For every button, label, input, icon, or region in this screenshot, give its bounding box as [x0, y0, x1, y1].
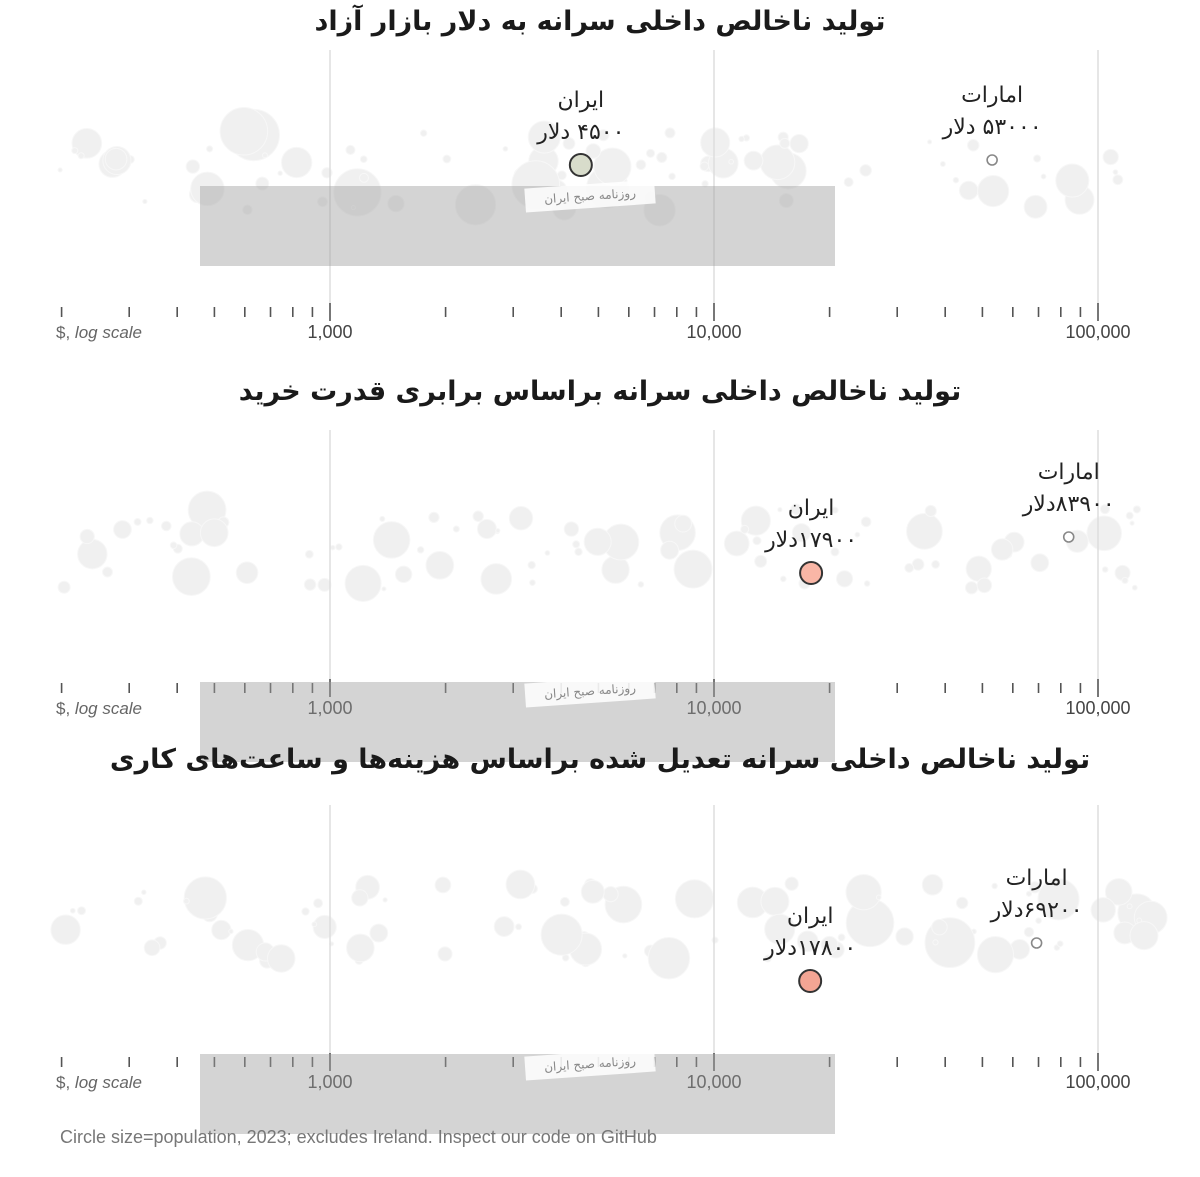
- background-country-bubble: [314, 899, 323, 908]
- background-country-bubble: [212, 920, 231, 939]
- point-label-value: ۱۷۹۰۰دلار: [765, 528, 858, 553]
- tick-label: 100,000: [1065, 1072, 1131, 1092]
- background-country-bubble: [1127, 904, 1132, 909]
- background-country-bubble: [312, 922, 317, 927]
- background-country-bubble: [992, 883, 997, 888]
- iran-point: [799, 970, 821, 992]
- background-country-bubble: [435, 877, 451, 893]
- point-label-value: ۱۷۸۰۰دلار: [764, 936, 857, 961]
- point-label-name: ایران: [557, 88, 605, 113]
- chart-title: تولید ناخالص داخلی سرانه به دلار بازار آزاد: [314, 6, 886, 37]
- uae-point: [1032, 938, 1042, 948]
- background-country-bubble: [1026, 891, 1031, 896]
- background-country-bubble: [648, 937, 689, 978]
- background-country-bubble: [184, 898, 190, 904]
- background-country-bubble: [184, 877, 226, 919]
- background-country-bubble: [977, 937, 1013, 973]
- tick-label: 10,000: [686, 698, 742, 718]
- point-label-value: ۶۹۲۰۰دلار: [990, 898, 1083, 923]
- background-country-bubble: [229, 929, 233, 933]
- point-label-value: ۸۳۹۰۰دلار: [1022, 492, 1115, 517]
- background-country-bubble: [313, 915, 336, 938]
- background-country-bubble: [785, 877, 798, 890]
- background-country-bubble: [712, 937, 718, 943]
- background-country-bubble: [516, 924, 522, 930]
- background-country-bubble: [1024, 927, 1033, 936]
- point-label-name: امارات: [1037, 460, 1100, 485]
- axis-label: $, log scale: [56, 1073, 143, 1092]
- background-country-bubble: [581, 880, 604, 903]
- background-country-bubble: [70, 908, 75, 913]
- point-label-value: ۴۵۰۰ دلار: [537, 120, 625, 145]
- background-country-bubble: [675, 880, 713, 918]
- tick-label: 100,000: [1065, 698, 1131, 718]
- background-country-bubble: [896, 928, 913, 945]
- background-country-bubble: [1130, 922, 1158, 950]
- chart-title: تولید ناخالص داخلی سرانه تعدیل شده براساس هزینه‌ها و ساعت‌های کاری: [109, 744, 1091, 775]
- background-country-bubble: [267, 945, 294, 972]
- point-label-value: ۵۳۰۰۰ دلار: [942, 115, 1042, 140]
- point-label-name: ایران: [786, 904, 834, 929]
- background-country-bubble: [603, 887, 618, 902]
- point-label-name: ایران: [787, 496, 835, 521]
- footnote: Circle size=population, 2023; excludes Ireland. Inspect our code on GitHub: [60, 1127, 657, 1147]
- background-country-bubble: [494, 917, 514, 937]
- background-country-bubble: [134, 897, 142, 905]
- background-country-bubble: [876, 895, 881, 900]
- background-country-bubble: [933, 940, 938, 945]
- background-country-bubble: [932, 919, 947, 934]
- background-country-bubble: [144, 940, 160, 956]
- background-country-bubble: [623, 954, 627, 958]
- logo-watermark-band: [200, 1054, 835, 1134]
- logo-watermark-tag: روزنامه صبح ایران: [524, 1047, 655, 1080]
- background-country-bubble: [142, 890, 146, 894]
- background-country-bubble: [78, 907, 86, 915]
- background-country-bubble: [761, 887, 789, 915]
- background-country-bubble: [51, 915, 80, 944]
- background-country-bubble: [347, 934, 375, 962]
- tick-label: 100,000: [1065, 322, 1131, 342]
- point-label-name: امارات: [1005, 866, 1068, 891]
- background-country-bubble: [846, 875, 881, 910]
- axis-label: $, log scale: [56, 323, 143, 342]
- axis-label: $, log scale: [56, 699, 143, 718]
- tick-label: 1,000: [307, 1072, 353, 1092]
- tick-label: 10,000: [686, 1072, 742, 1092]
- background-country-bubble: [922, 875, 943, 896]
- background-country-bubble: [438, 947, 452, 961]
- chart-title: تولید ناخالص داخلی سرانه براساس برابری قدرت خرید: [238, 376, 962, 407]
- point-label-name: امارات: [961, 83, 1024, 108]
- tick-label: 1,000: [307, 322, 353, 342]
- tick-label: 10,000: [686, 322, 742, 342]
- background-country-bubble: [1091, 898, 1115, 922]
- background-country-bubble: [383, 898, 387, 902]
- background-country-bubble: [506, 870, 535, 899]
- tick-label: 1,000: [307, 698, 353, 718]
- background-country-bubble: [956, 897, 967, 908]
- background-country-bubble: [541, 914, 582, 955]
- background-country-bubble: [1057, 941, 1063, 947]
- background-country-bubble: [352, 890, 368, 906]
- background-country-bubble: [370, 924, 388, 942]
- background-country-bubble: [560, 897, 569, 906]
- logo-watermark-tag: روزنامه صبح ایران: [524, 674, 655, 707]
- logo-watermark-tag: روزنامه صبح ایران: [524, 179, 655, 212]
- background-country-bubble: [302, 908, 309, 915]
